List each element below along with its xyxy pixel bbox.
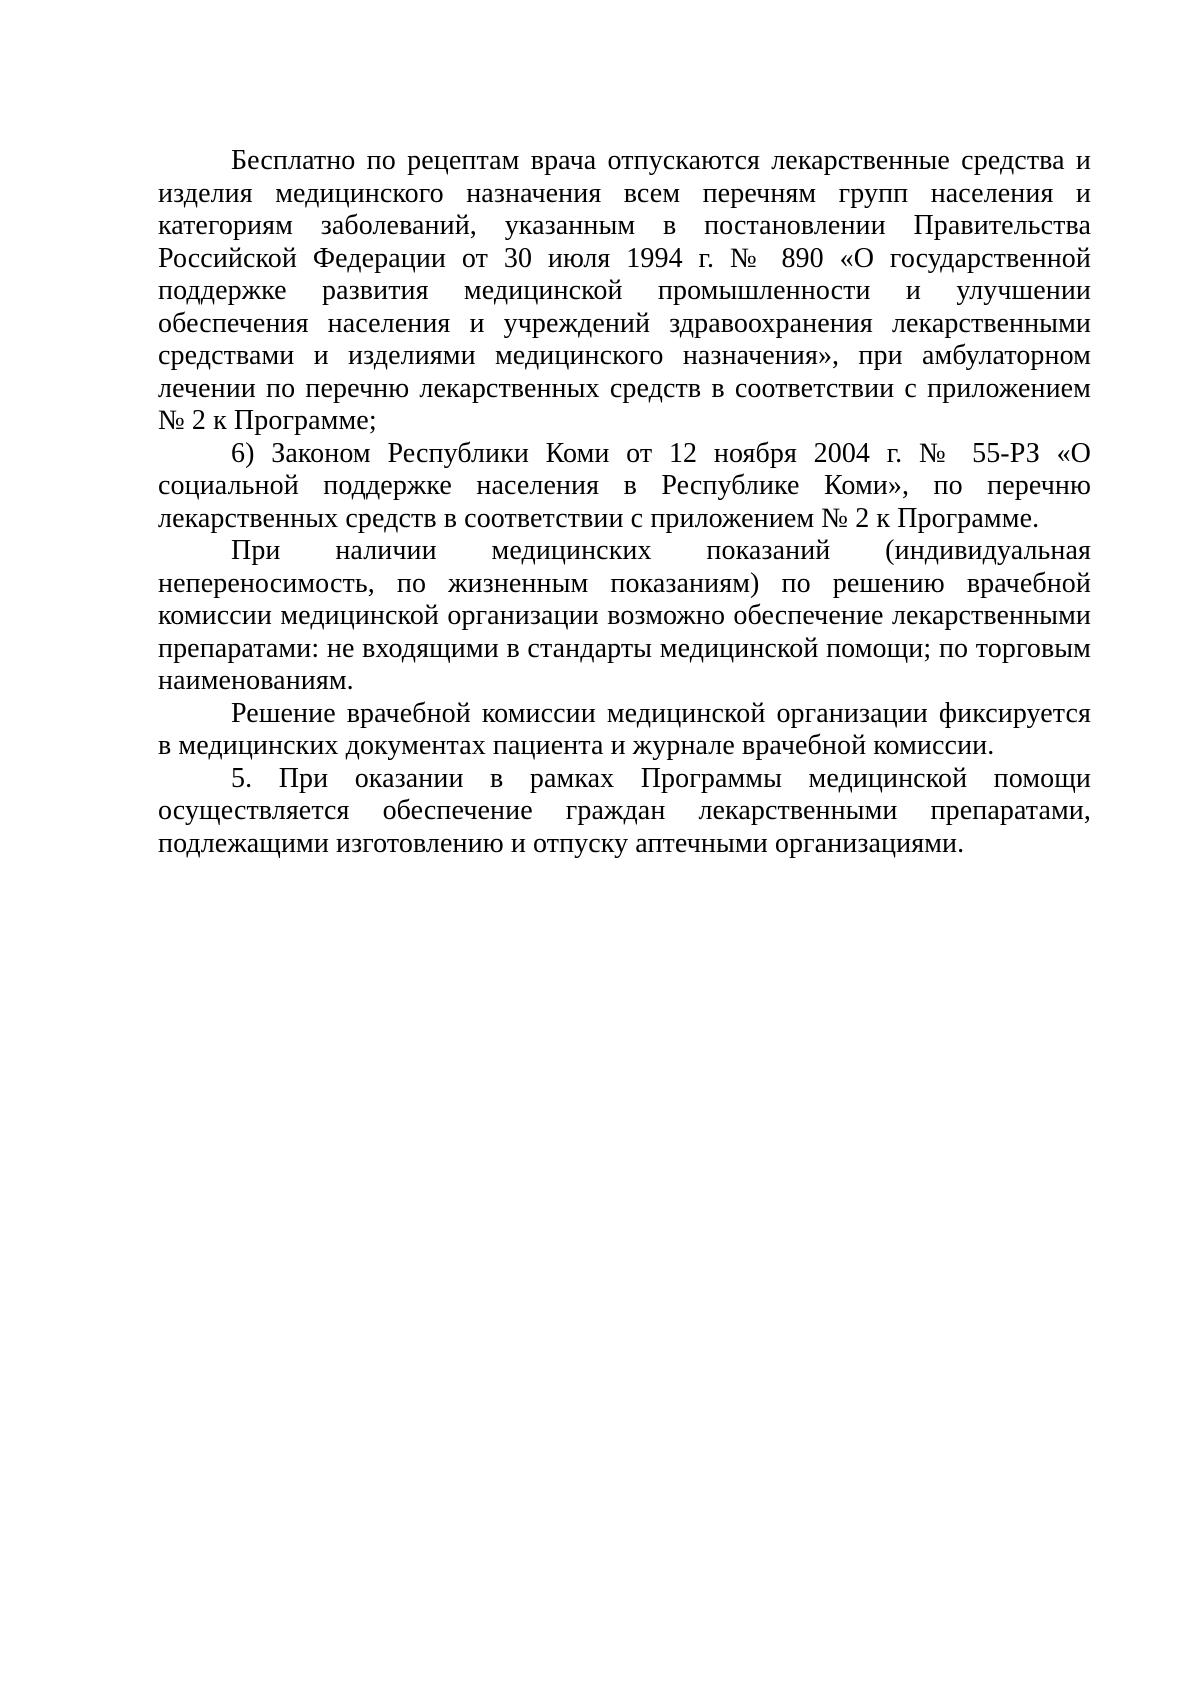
paragraph-item-5: 5. При оказании в рамках Программы медицинской помощи осуществляется обеспечение граждан лекарственными препаратами, подлежащими изготовлению и отпуску аптечными организациями. <box>158 762 1091 859</box>
paragraph-commission-decision: Решение врачебной комиссии медицинской организации фиксируется в медицинских документах пациента и журнале врачебной комиссии. <box>158 697 1091 761</box>
paragraph-komi-law: 6) Законом Республики Коми от 12 ноября 2004 г. № 55-РЗ «О социальной поддержке населения в Республике Коми», по перечню лекарственных средств в соответствии с приложением № 2 к Программе. <box>158 437 1091 534</box>
document-body <box>158 145 1091 860</box>
paragraph-free-prescriptions: Бесплатно по рецептам врача отпускаются лекарственные средства и изделия медицинского назначения всем перечням групп населения и категориям заболеваний, указанным в постановлении Правительства Российской Федерации от 30 июля 1994 г. № 890 «О государственной поддержке развития медицинской промышленности и улучшении обеспечения населения и учреждений здравоохранения лекарственными средствами и изделиями медицинского назначения», при амбулаторном лечении по перечню лекарственных средств в соответствии с приложением № 2 к Программе; <box>158 145 1091 436</box>
paragraph-medical-indications: При наличии медицинских показаний (индивидуальная непереносимость, по жизненным показаниям) по решению врачебной комиссии медицинской организации возможно обеспечение лекарственными препаратами: не входящими в стандарты медицинской помощи; по торговым наименованиям. <box>158 535 1091 696</box>
